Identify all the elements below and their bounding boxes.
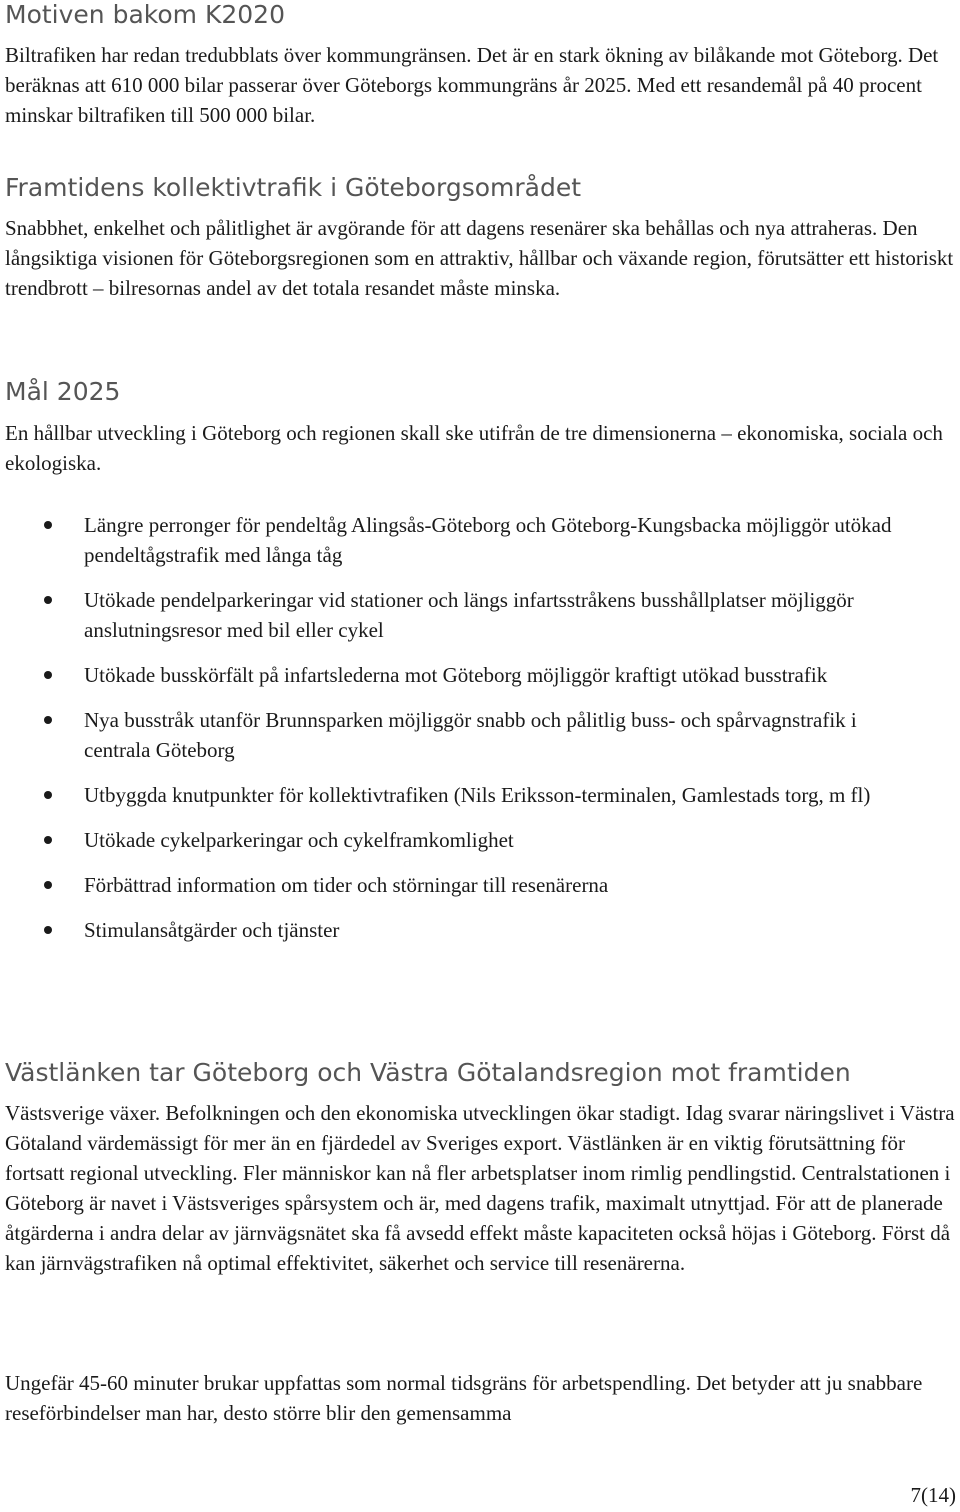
page-number: 7(14) <box>910 1483 956 1507</box>
list-item <box>0 705 924 765</box>
list-item <box>0 825 924 855</box>
list-item-text: Nya busstråk utanför Brunnsparken möjliggör snabb och pålitlig buss- och spårvagnstrafik i centrala Göteborg <box>84 708 857 762</box>
list-item <box>0 660 924 690</box>
list-item-text: Förbättrad information om tider och störningar till resenärerna <box>84 873 609 897</box>
bullet-dot <box>44 596 52 604</box>
list-item <box>0 510 924 570</box>
list-item <box>0 780 924 810</box>
paragraph-framtidens: Snabbhet, enkelhet och pålitlighet är avgörande för att dagens resenärer ska behållas och nya attraheras. Den långsiktiga visionen för Göteborgsregionen som en attraktiv, hållbar och växande region, förutsätter ett historiskt trendbrott – bilresornas andel av det totala resandet måste minska. <box>5 216 954 300</box>
measures-list <box>0 510 960 960</box>
bullet-dot <box>44 836 52 844</box>
heading-vastlanken: Västlänken tar Göteborg och Västra Götalandsregion mot framtiden <box>5 1058 851 1087</box>
heading-mal-2025: Mål 2025 <box>5 377 121 406</box>
paragraph-motiven: Biltrafiken har redan tredubblats över kommungränsen. Det är en stark ökning av bilåkande mot Göteborg. Det beräknas att 610 000 bilar passerar över Göteborgs kommungräns år 2025. Med ett resandemål på 40 procent minskar biltrafiken till 500 000 bilar. <box>5 43 939 127</box>
bullet-dot <box>44 521 52 529</box>
bullet-dot <box>44 671 52 679</box>
paragraph-vastlanken-2: Ungefär 45-60 minuter brukar uppfattas som normal tidsgräns för arbetspendling. Det betyder att ju snabbare reseförbindelser man har, desto större blir den gemensamma <box>5 1371 923 1425</box>
list-item <box>0 915 924 945</box>
paragraph-mal-2025: En hållbar utveckling i Göteborg och regionen skall ske utifrån de tre dimensionerna – ekonomiska, sociala och ekologiska. <box>5 421 943 475</box>
list-item-text: Utökade pendelparkeringar vid stationer och längs infartsstråkens busshållplatser möjliggör anslutningsresor med bil eller cykel <box>84 588 854 642</box>
list-item <box>0 585 924 645</box>
list-item <box>0 870 924 900</box>
heading-framtidens: Framtidens kollektivtrafik i Göteborgsområdet <box>5 173 582 202</box>
heading-motiven: Motiven bakom K2020 <box>5 0 285 29</box>
bullet-dot <box>44 791 52 799</box>
list-item-text: Längre perronger för pendeltåg Alingsås-Göteborg och Göteborg-Kungsbacka möjliggör utökad pendeltågstrafik med långa tåg <box>84 513 892 567</box>
list-item-text: Utökade busskörfält på infartslederna mot Göteborg möjliggör kraftigt utökad busstrafik <box>84 663 828 687</box>
bullet-dot <box>44 926 52 934</box>
paragraph-vastlanken-1: Västsverige växer. Befolkningen och den ekonomiska utvecklingen ökar stadigt. Idag svarar näringslivet i Västra Götaland värdemässigt för mer än en fjärdedel av Sveriges export. Västlänken är en viktig förutsättning för fortsatt regional utveckling. Fler människor kan nå fler arbetsplatser inom rimlig pendlingstid. Centralstationen i Göteborg är navet i Västsveriges spårsystem och är, med dagens trafik, maximalt utnyttjad. För att de planerade åtgärderna i andra delar av järnvägsnätet ska få avsedd effekt måste kapaciteten också höjas i Göteborg. Först då kan järnvägstrafiken nå optimal effektivitet, säkerhet och service till resenärerna. <box>5 1101 955 1275</box>
list-item-text: Utbyggda knutpunkter för kollektivtrafiken (Nils Eriksson-terminalen, Gamlestads torg, m fl) <box>84 783 871 807</box>
bullet-dot <box>44 881 52 889</box>
list-item-text: Utökade cykelparkeringar och cykelframkomlighet <box>84 828 514 852</box>
bullet-dot <box>44 716 52 724</box>
list-item-text: Stimulansåtgärder och tjänster <box>84 918 340 942</box>
